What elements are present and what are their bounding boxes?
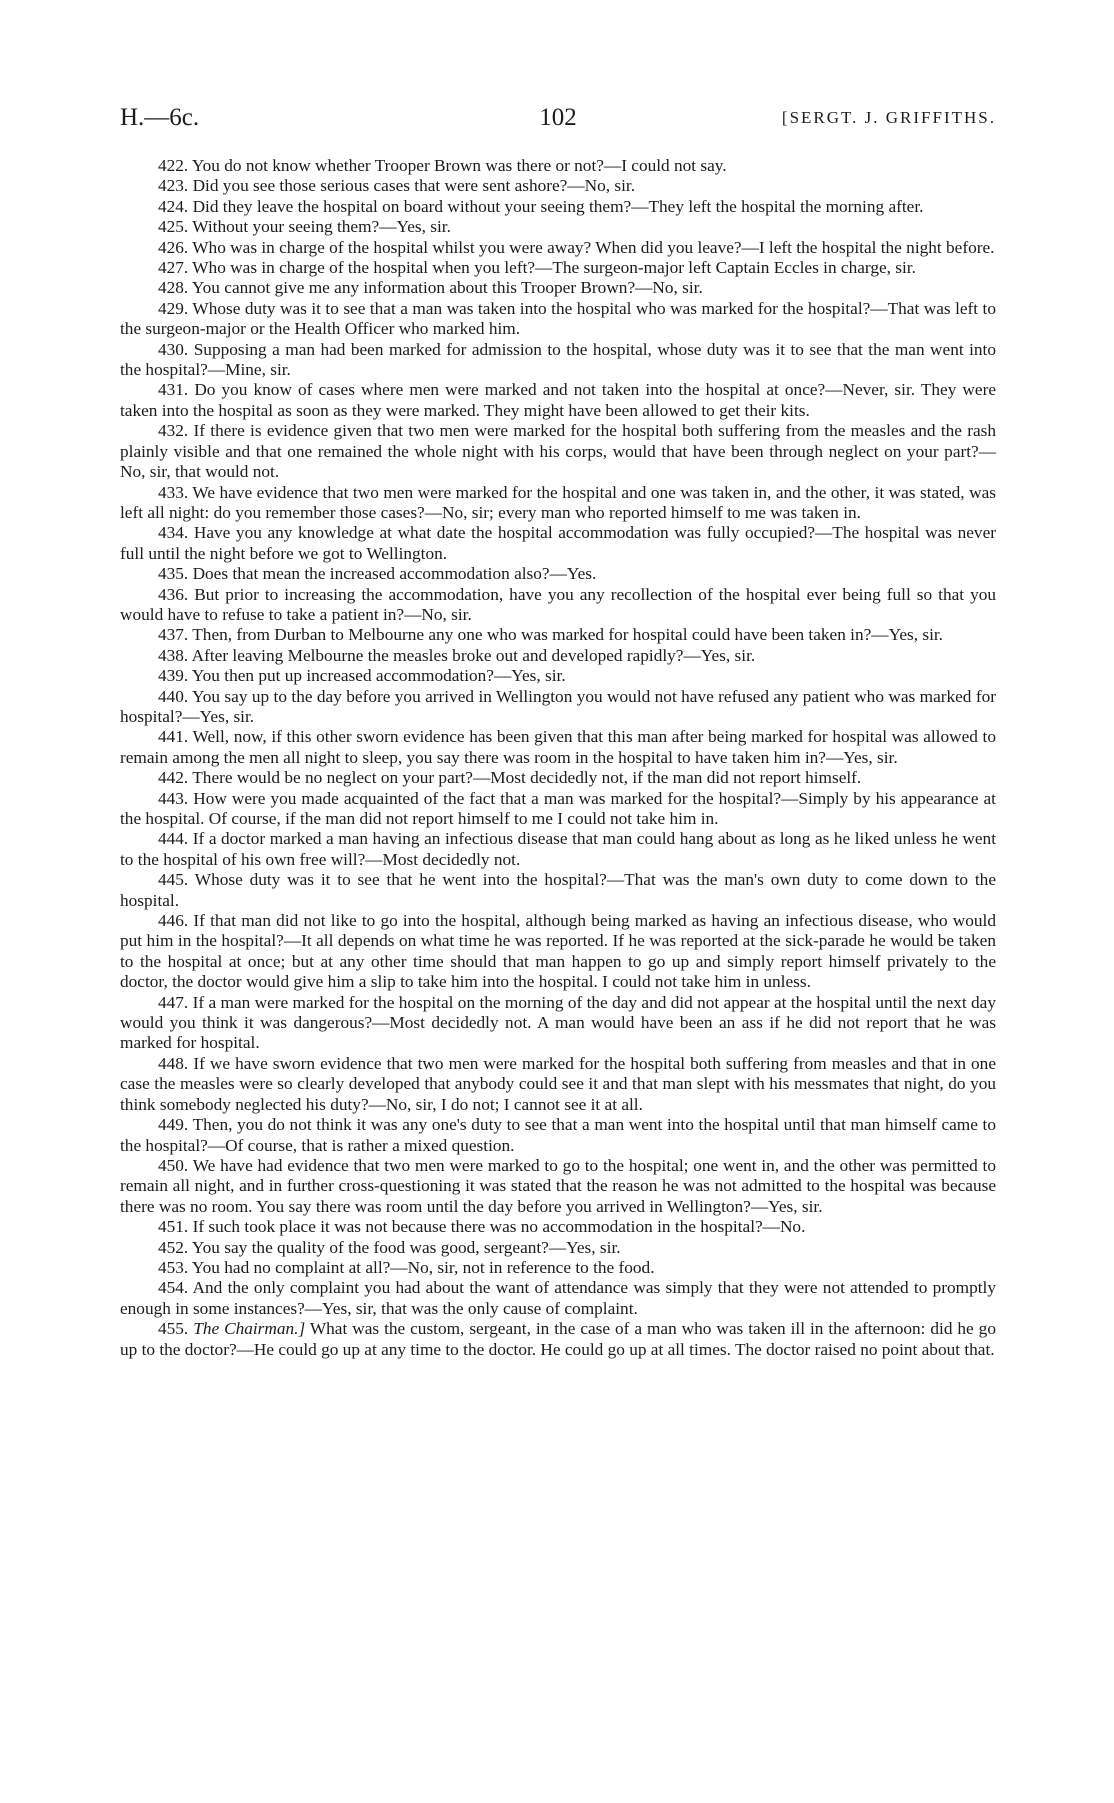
testimony-paragraph: 432. If there is evidence given that two men were marked for the hospital both suffering from the measles and the rash plainly visible and that one remained the whole night with his corps, would that have been through neglect on your part?—No, sir, that would not. [120,421,996,482]
testimony-paragraph: 433. We have evidence that two men were marked for the hospital and one was taken in, and the other, it was stated, was left all night: do you remember those cases?—No, sir; every man who reported himself to me was taken in. [120,482,996,522]
testimony-paragraph: 453. You had no complaint at all?—No, sir, not in reference to the food. [158,1257,655,1277]
testimony-paragraph: 447. If a man were marked for the hospital on the morning of the day and did not appear at the hospital until the next day would you think it was dangerous?—Most decidedly not. A man would have been an ass if he did not report that he was marked for hospital. [120,992,996,1053]
testimony-paragraph: 439. You then put up increased accommodation?—Yes, sir. [158,666,566,686]
testimony-paragraph: 434. Have you any knowledge at what date the hospital accommodation was fully occupied?—The hospital was never full until the night before we got to Wellington. [120,523,996,563]
testimony-paragraph: 425. Without your seeing them?—Yes, sir. [158,217,451,237]
testimony-paragraph: 451. If such took place it was not because there was no accommodation in the hospital?—No. [158,1217,806,1237]
speaker-label: The Chairman.] [193,1319,306,1339]
testimony-paragraph: 427. Who was in charge of the hospital when you left?—The surgeon-major left Captain Eccles in charge, sir. [158,258,916,278]
testimony-paragraph: 430. Supposing a man had been marked for admission to the hospital, whose duty was it to see that the man went into the hospital?—Mine, sir. [120,339,996,380]
testimony-paragraph: 431. Do you know of cases where men were marked and not taken into the hospital at once?—Never, sir. They were taken into the hospital as soon as they were marked. They might have been allowed to get their kits. [120,380,996,420]
testimony-paragraph: 440. You say up to the day before you arrived in Wellington you would not have refused any patient who was marked for hospital?—Yes, sir. [120,686,996,726]
testimony-paragraph: 436. But prior to increasing the accommodation, have you any recollection of the hospital ever being full so that you would have to refuse to take a patient in?—No, sir. [120,584,996,624]
testimony-paragraph: 441. Well, now, if this other sworn evidence has been given that this man after being marked for hospital was allowed to remain among the men all night to sleep, you say there was room in the hospital to have taken him in?—Yes, sir. [120,727,996,767]
testimony-paragraph: 426. Who was in charge of the hospital whilst you were away? When did you leave?—I left the hospital the night before. [158,237,995,257]
testimony-paragraph: 442. There would be no neglect on your part?—Most decidedly not, if the man did not report himself. [158,768,862,788]
testimony-paragraph: 446. If that man did not like to go into the hospital, although being marked as having an infectious disease, who would put him in the hospital?—It all depends on what time he was reported. If he was reported at the sick-parade he would be taken to the hospital at once; but at any other time should that man happen to go up and simply report himself privately to the doctor, the doctor would give him a slip to take him into the hospital. I could not take him in unless. [120,911,996,992]
testimony-paragraph: 449. Then, you do not think it was any one's duty to see that a man went into the hospital until that man himself came to the hospital?—Of course, that is rather a mixed question. [120,1115,996,1155]
page-header [120,104,996,138]
last-paragraph [120,1319,996,1360]
testimony-paragraph: 423. Did you see those serious cases that were sent ashore?—No, sir. [158,176,636,196]
testimony-paragraph: 429. Whose duty was it to see that a man was taken into the hospital who was marked for the hospital?—That was left to the surgeon-major or the Health Officer who marked him. [120,298,996,339]
witness-name-header: [SERGT. J. GRIFFITHS. [781,108,996,127]
paragraph-text: What was the custom, sergeant, in the case of a man who was taken ill in the afternoon: did he go up to the doctor?—He could go up at any time to the doctor. He could go up at all times. The doctor raised no point about that. [120,1319,996,1359]
testimony-paragraph: 448. If we have sworn evidence that two men were marked for the hospital both suffering from measles and that in one case the measles were so clearly developed that anybody could see it and that man slept with his messmates that night, do you think somebody neglected his duty?—No, sir, I do not; I cannot see it at all. [120,1053,996,1114]
testimony-body [120,156,996,1360]
testimony-paragraph: 444. If a doctor marked a man having an infectious disease that man could hang about as long as he liked unless he went to the hospital of his own free will?—Most decidedly not. [120,829,996,869]
testimony-paragraph: 452. You say the quality of the food was good, sergeant?—Yes, sir. [158,1237,621,1257]
testimony-paragraph: 443. How were you made acquainted of the fact that a man was marked for the hospital?—Simply by his appearance at the hospital. Of course, if the man did not report himself to me I could not take him in. [120,788,996,828]
testimony-paragraph: 422. You do not know whether Trooper Brown was there or not?—I could not say. [158,156,727,175]
document-reference: H.—6c. [120,104,200,131]
testimony-paragraph: 438. After leaving Melbourne the measles broke out and developed rapidly?—Yes, sir. [158,645,756,665]
paragraph-number: 455. [158,1319,189,1339]
testimony-paragraph: 454. And the only complaint you had about the want of attendance was simply that they were not attended to promptly enough in some instances?—Yes, sir, that was the only cause of complaint. [120,1278,996,1318]
testimony-paragraph: 450. We have had evidence that two men were marked to go to the hospital; one went in, and the other was permitted to remain all night, and in further cross-questioning it was stated that the reason he was not admitted to the hospital was because there was no room. You say there was room until the day before you arrived in Wellington?—Yes, sir. [120,1155,996,1216]
testimony-paragraph: 435. Does that mean the increased accommodation also?—Yes. [158,564,597,584]
testimony-paragraph: 428. You cannot give me any information about this Trooper Brown?—No, sir. [158,278,703,298]
testimony-paragraph: 445. Whose duty was it to see that he went into the hospital?—That was the man's own duty to come down to the hospital. [120,870,996,910]
testimony-paragraph: 424. Did they leave the hospital on board without your seeing them?—They left the hospital the morning after. [158,196,924,216]
page-number: 102 [539,104,577,131]
testimony-paragraph: 437. Then, from Durban to Melbourne any one who was marked for hospital could have been taken in?—Yes, sir. [158,625,944,645]
